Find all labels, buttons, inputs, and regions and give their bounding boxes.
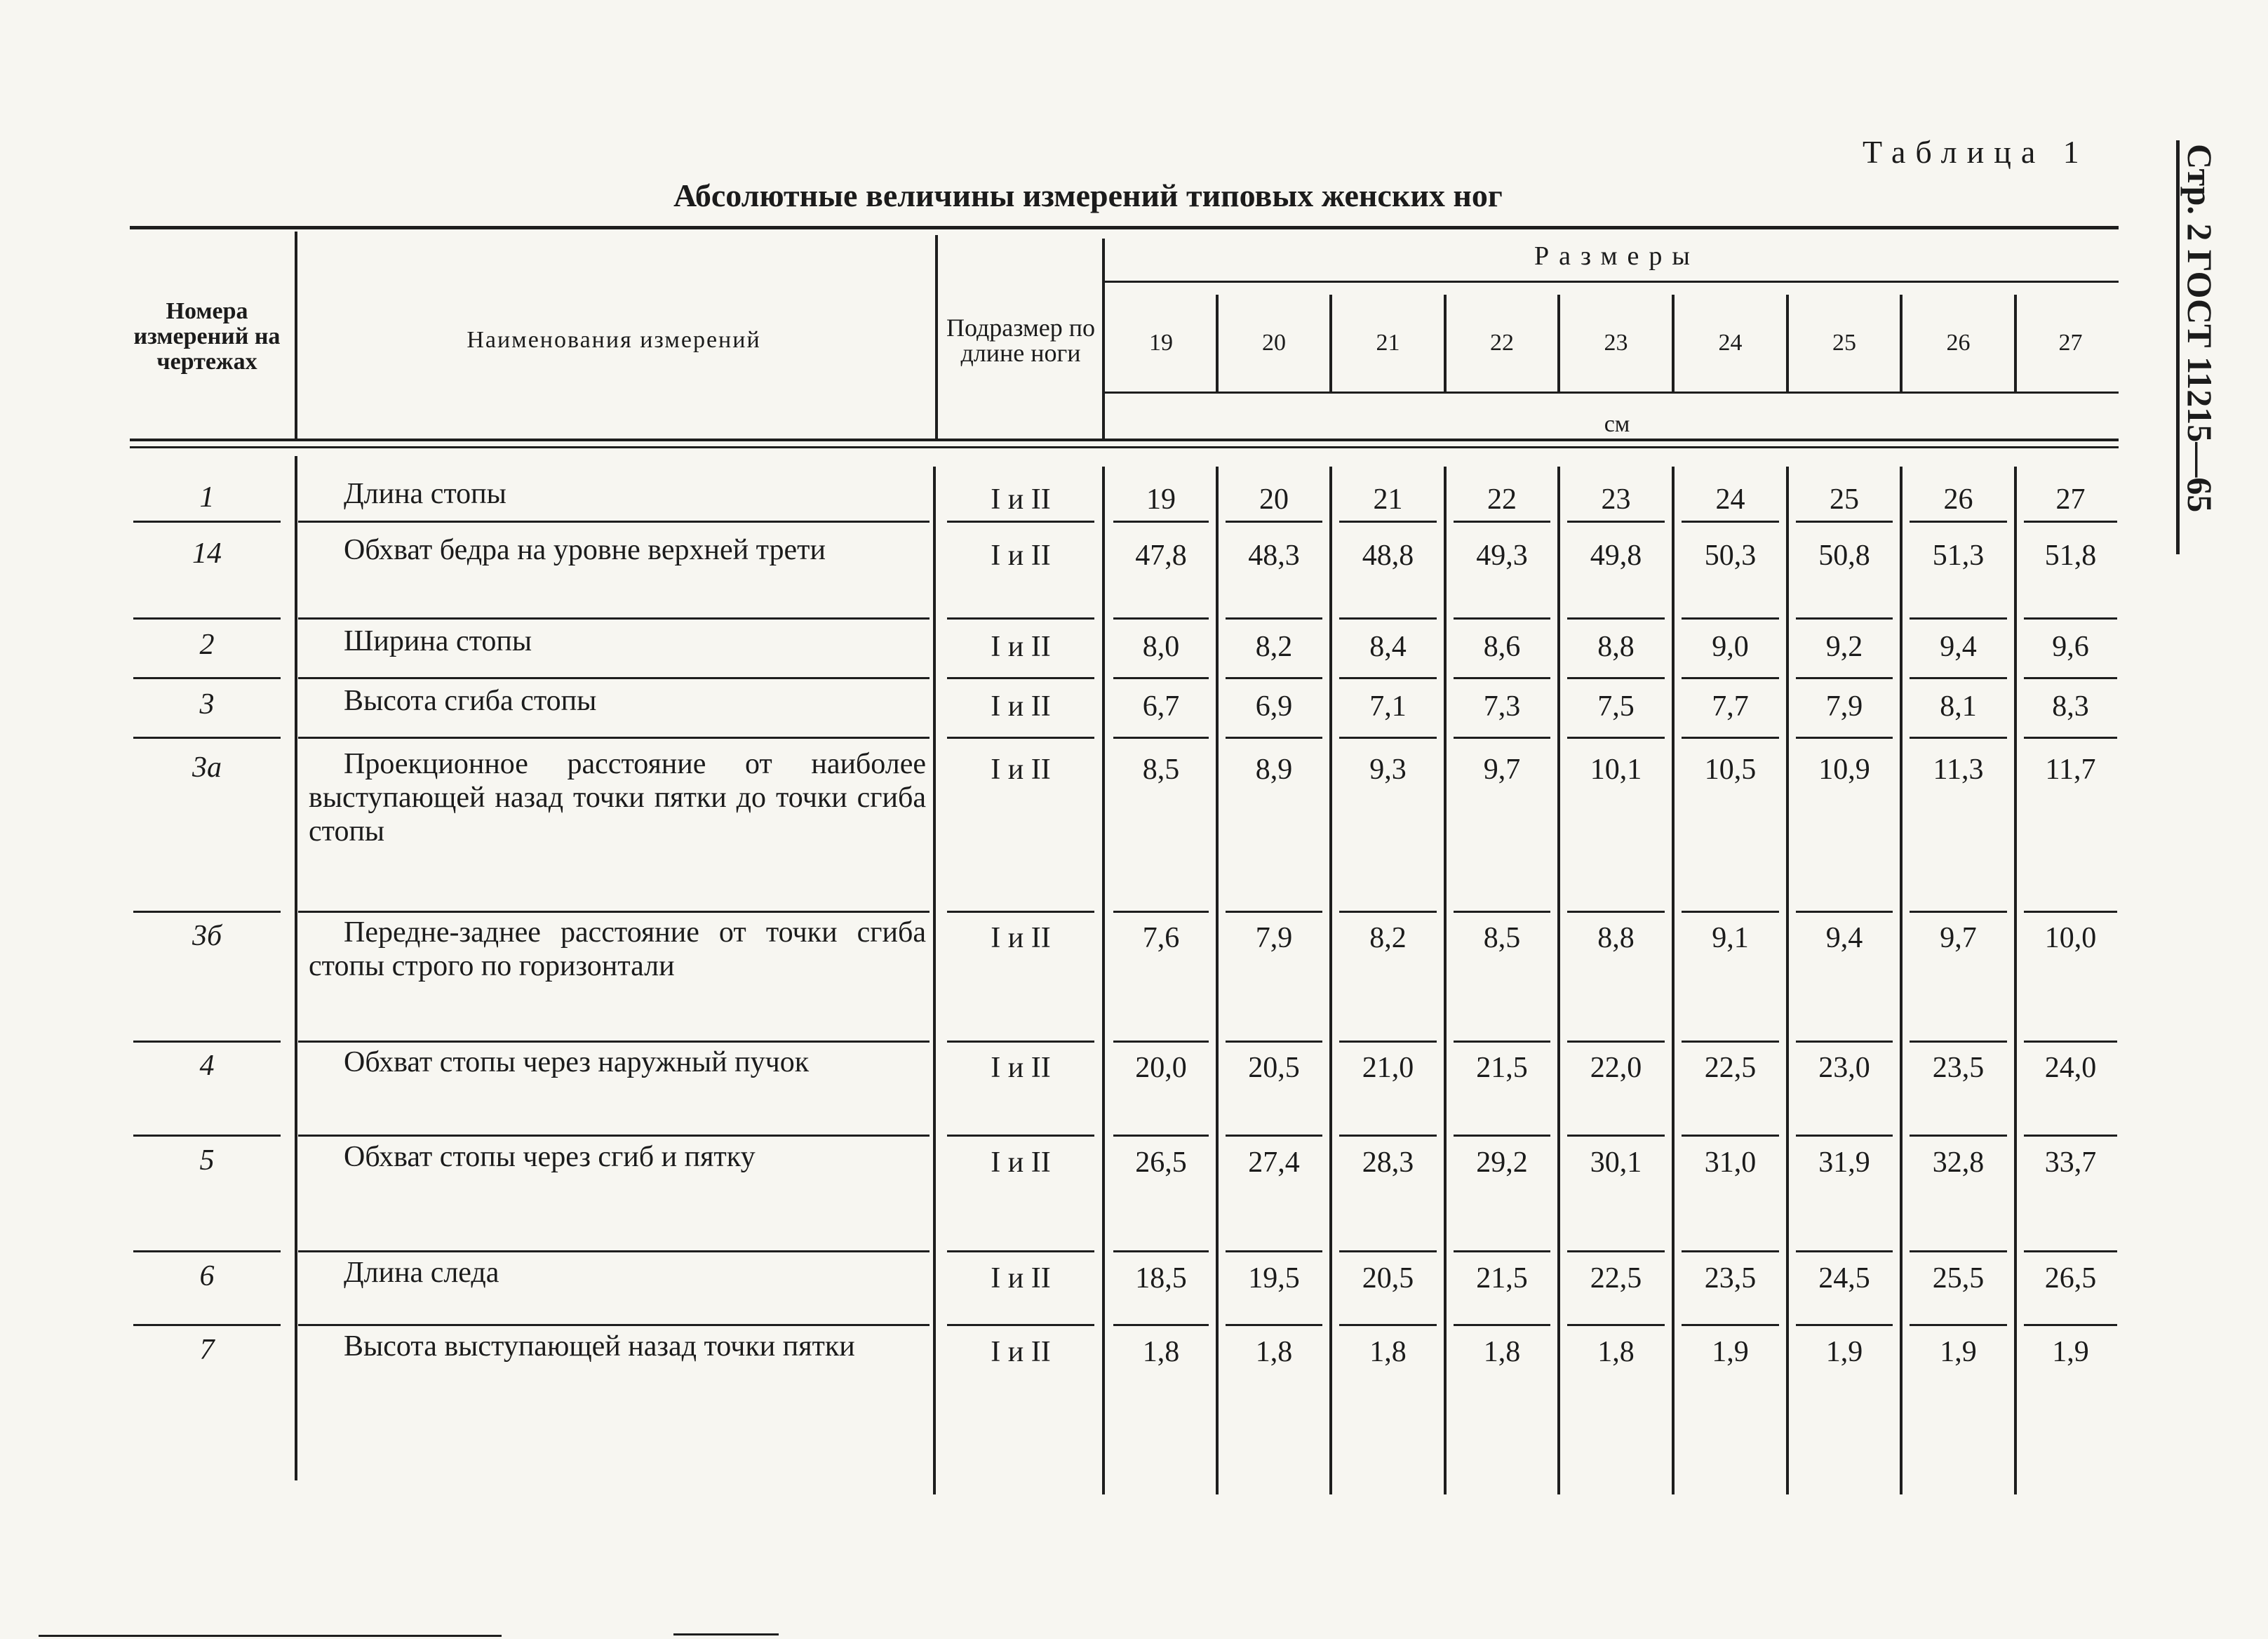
row-rule xyxy=(1226,1135,1322,1137)
size-label: 20 xyxy=(1262,330,1286,356)
row-number: 3 xyxy=(199,688,215,721)
row-value: 8,2 xyxy=(1255,631,1293,663)
row-rule xyxy=(947,1250,1094,1252)
row-rule xyxy=(298,521,930,523)
row-rule xyxy=(298,1135,930,1137)
row-value: 22,0 xyxy=(1590,1052,1642,1084)
row-value: 11,7 xyxy=(2045,754,2096,786)
row-rule xyxy=(133,617,281,620)
row-value: 27,4 xyxy=(1248,1146,1300,1179)
row-rule xyxy=(133,737,281,739)
row-value: 8,4 xyxy=(1369,631,1407,663)
row-rule xyxy=(1113,1250,1209,1252)
row-subsize: I и II xyxy=(991,1262,1051,1295)
row-rule xyxy=(947,677,1094,679)
row-value: 30,1 xyxy=(1590,1146,1642,1179)
header-bottom-rule-2 xyxy=(130,446,2119,448)
row-value: 31,0 xyxy=(1704,1146,1757,1179)
row-name: Высота выступающей назад точки пятки xyxy=(344,1330,855,1363)
row-rule xyxy=(2024,1324,2117,1326)
row-value: 1,8 xyxy=(1369,1336,1407,1368)
row-value: 7,5 xyxy=(1597,690,1635,723)
row-rule xyxy=(298,737,930,739)
row-value: 7,6 xyxy=(1142,922,1180,954)
row-rule xyxy=(1454,1041,1550,1043)
row-value: 18,5 xyxy=(1135,1262,1187,1295)
row-value: 21,0 xyxy=(1362,1052,1414,1084)
row-value: 9,4 xyxy=(1940,631,1977,663)
row-rule xyxy=(2024,677,2117,679)
row-name: Обхват стопы через сгиб и пятку xyxy=(344,1141,756,1173)
row-name: Обхват бедра на уровне верхней трети xyxy=(344,534,826,566)
row-rule xyxy=(1682,1324,1779,1326)
page-side-label: Стр. 2 ГОСТ 11215—65 xyxy=(2180,144,2220,513)
row-name: Обхват стопы через наружный пучок xyxy=(344,1046,810,1078)
row-rule xyxy=(947,521,1094,523)
size-label: 19 xyxy=(1149,330,1173,356)
row-subsize: I и II xyxy=(991,922,1051,954)
row-value: 19 xyxy=(1146,483,1176,516)
row-value: 47,8 xyxy=(1135,540,1187,572)
row-rule xyxy=(1682,1041,1779,1043)
row-number: 3б xyxy=(192,920,222,952)
header-unit: см xyxy=(1604,411,1630,437)
size-label: 22 xyxy=(1490,330,1514,356)
row-value: 21,5 xyxy=(1476,1052,1528,1084)
row-rule xyxy=(1796,1041,1893,1043)
row-rule xyxy=(1910,911,2007,913)
row-rule xyxy=(1567,617,1665,620)
row-value: 25 xyxy=(1830,483,1859,516)
row-rule xyxy=(2024,737,2117,739)
row-rule xyxy=(1113,1135,1209,1137)
row-value: 29,2 xyxy=(1476,1146,1528,1179)
header-top-rule xyxy=(130,226,2119,229)
row-rule xyxy=(1339,677,1437,679)
row-subsize: I и II xyxy=(991,483,1051,516)
row-value: 8,8 xyxy=(1597,922,1635,954)
header-bottom-rule xyxy=(130,439,2119,441)
row-rule xyxy=(133,1041,281,1043)
row-rule xyxy=(1339,1041,1437,1043)
row-rule xyxy=(2024,617,2117,620)
row-subsize: I и II xyxy=(991,1052,1051,1084)
header-subsize: Подразмер по длине ноги xyxy=(946,314,1095,367)
row-rule xyxy=(1682,677,1779,679)
row-rule xyxy=(1339,911,1437,913)
row-rule xyxy=(1113,521,1209,523)
row-value: 8,6 xyxy=(1483,631,1521,663)
row-value: 7,9 xyxy=(1825,690,1863,723)
row-rule xyxy=(1796,617,1893,620)
row-value: 7,3 xyxy=(1483,690,1521,723)
row-value: 6,9 xyxy=(1255,690,1293,723)
row-value: 22,5 xyxy=(1704,1052,1757,1084)
row-value: 20 xyxy=(1259,483,1289,516)
row-rule xyxy=(1226,911,1322,913)
row-rule xyxy=(1339,1324,1437,1326)
row-rule xyxy=(1454,521,1550,523)
row-name: Длина следа xyxy=(344,1257,499,1289)
row-rule xyxy=(1567,1135,1665,1137)
row-rule xyxy=(1339,737,1437,739)
row-value: 10,1 xyxy=(1590,754,1642,786)
row-rule xyxy=(1113,737,1209,739)
row-rule xyxy=(947,1324,1094,1326)
row-value: 8,0 xyxy=(1142,631,1180,663)
row-rule xyxy=(1796,911,1893,913)
row-subsize: I и II xyxy=(991,1146,1051,1179)
row-value: 51,8 xyxy=(2044,540,2097,572)
row-name: Передне-заднее расстояние от точки сгиба стопы строго по горизонтали xyxy=(309,916,926,982)
row-value: 10,5 xyxy=(1704,754,1757,786)
row-value: 49,8 xyxy=(1590,540,1642,572)
row-rule xyxy=(298,1250,930,1252)
footer-rule xyxy=(39,1635,502,1637)
row-rule xyxy=(1339,1135,1437,1137)
row-value: 23,0 xyxy=(1818,1052,1870,1084)
row-rule xyxy=(1226,1041,1322,1043)
row-name: Ширина стопы xyxy=(344,625,532,657)
row-value: 20,0 xyxy=(1135,1052,1187,1084)
row-rule xyxy=(1226,617,1322,620)
row-value: 9,4 xyxy=(1825,922,1863,954)
body-vrule-sub xyxy=(933,467,936,1494)
header-number: Номера измерений на чертежах xyxy=(133,298,281,375)
row-rule xyxy=(1682,1250,1779,1252)
row-rule xyxy=(1910,617,2007,620)
size-label: 26 xyxy=(1946,330,1971,356)
row-rule xyxy=(2024,911,2117,913)
row-value: 51,3 xyxy=(1932,540,1985,572)
row-value: 10,9 xyxy=(1818,754,1870,786)
size-label: 21 xyxy=(1376,330,1400,356)
row-value: 8,8 xyxy=(1597,631,1635,663)
row-rule xyxy=(1339,617,1437,620)
row-value: 49,3 xyxy=(1476,540,1528,572)
row-value: 20,5 xyxy=(1248,1052,1300,1084)
table-label: Таблица 1 xyxy=(1863,134,2089,170)
header-name: Наименования измерений xyxy=(467,327,761,353)
row-rule xyxy=(2024,1250,2117,1252)
row-rule xyxy=(1796,737,1893,739)
row-number: 1 xyxy=(199,481,215,514)
row-rule xyxy=(947,617,1094,620)
row-rule xyxy=(1226,737,1322,739)
row-rule xyxy=(1910,677,2007,679)
row-rule xyxy=(1796,1135,1893,1137)
row-rule xyxy=(1682,617,1779,620)
row-rule xyxy=(1910,1135,2007,1137)
row-value: 1,8 xyxy=(1597,1336,1635,1368)
row-rule xyxy=(1910,1250,2007,1252)
row-value: 1,9 xyxy=(1940,1336,1977,1368)
row-value: 48,8 xyxy=(1362,540,1414,572)
row-value: 26,5 xyxy=(1135,1146,1187,1179)
header-vrule-name xyxy=(295,232,297,439)
row-rule xyxy=(1910,1041,2007,1043)
row-rule xyxy=(1454,1324,1550,1326)
sizes-rule-2 xyxy=(1105,392,2119,394)
row-rule xyxy=(133,911,281,913)
row-value: 8,5 xyxy=(1483,922,1521,954)
row-rule xyxy=(1339,1250,1437,1252)
row-value: 1,8 xyxy=(1142,1336,1180,1368)
row-value: 22,5 xyxy=(1590,1262,1642,1295)
row-value: 9,0 xyxy=(1712,631,1749,663)
row-number: 4 xyxy=(199,1050,215,1082)
header-sizes: Размеры xyxy=(1534,241,1700,271)
row-value: 23,5 xyxy=(1932,1052,1985,1084)
row-rule xyxy=(947,737,1094,739)
row-value: 9,2 xyxy=(1825,631,1863,663)
row-rule xyxy=(1796,1324,1893,1326)
row-name: Высота сгиба стопы xyxy=(344,685,597,717)
row-value: 22 xyxy=(1487,483,1517,516)
row-rule xyxy=(1567,521,1665,523)
row-value: 1,9 xyxy=(2052,1336,2089,1368)
row-value: 9,1 xyxy=(1712,922,1749,954)
row-rule xyxy=(1454,911,1550,913)
row-value: 9,7 xyxy=(1483,754,1521,786)
row-rule xyxy=(133,1324,281,1326)
table-title: Абсолютные величины измерений типовых женских ног xyxy=(673,178,1503,213)
row-value: 23 xyxy=(1601,483,1631,516)
row-value: 24,5 xyxy=(1818,1262,1870,1295)
row-rule xyxy=(1226,1250,1322,1252)
row-value: 9,3 xyxy=(1369,754,1407,786)
row-rule xyxy=(1339,521,1437,523)
row-number: 5 xyxy=(199,1144,215,1177)
row-value: 8,5 xyxy=(1142,754,1180,786)
row-value: 20,5 xyxy=(1362,1262,1414,1295)
row-value: 24 xyxy=(1715,483,1745,516)
row-subsize: I и II xyxy=(991,754,1051,786)
row-rule xyxy=(1454,1250,1550,1252)
row-value: 1,9 xyxy=(1712,1336,1749,1368)
row-number: 6 xyxy=(199,1260,215,1292)
row-rule xyxy=(1682,1135,1779,1137)
row-value: 31,9 xyxy=(1818,1146,1870,1179)
row-rule xyxy=(1454,737,1550,739)
row-rule xyxy=(133,1250,281,1252)
row-name: Длина стопы xyxy=(344,478,506,510)
row-subsize: I и II xyxy=(991,540,1051,572)
row-value: 8,1 xyxy=(1940,690,1977,723)
size-label: 25 xyxy=(1832,330,1856,356)
row-value: 7,7 xyxy=(1712,690,1749,723)
row-value: 7,1 xyxy=(1369,690,1407,723)
row-value: 21 xyxy=(1373,483,1403,516)
row-rule xyxy=(1796,677,1893,679)
row-rule xyxy=(1226,1324,1322,1326)
row-subsize: I и II xyxy=(991,1336,1051,1368)
footer-rule-2 xyxy=(673,1633,779,1635)
row-rule xyxy=(947,1041,1094,1043)
row-value: 9,6 xyxy=(2052,631,2089,663)
row-value: 8,9 xyxy=(1255,754,1293,786)
row-rule xyxy=(1796,521,1893,523)
row-value: 28,3 xyxy=(1362,1146,1414,1179)
row-number: 3а xyxy=(192,751,222,784)
row-value: 26,5 xyxy=(2044,1262,2097,1295)
row-value: 19,5 xyxy=(1248,1262,1300,1295)
row-value: 32,8 xyxy=(1932,1146,1985,1179)
row-value: 11,3 xyxy=(1933,754,1984,786)
row-rule xyxy=(298,677,930,679)
row-subsize: I и II xyxy=(991,631,1051,663)
size-label: 24 xyxy=(1718,330,1743,356)
row-rule xyxy=(1113,677,1209,679)
row-rule xyxy=(1113,911,1209,913)
row-rule xyxy=(1567,1041,1665,1043)
row-rule xyxy=(1682,521,1779,523)
row-rule xyxy=(1454,1135,1550,1137)
row-name: Проекционное расстояние от наиболее выступающей назад точки пятки до точки сгиба стопы xyxy=(309,748,926,848)
row-value: 50,3 xyxy=(1704,540,1757,572)
row-rule xyxy=(133,521,281,523)
row-rule xyxy=(298,911,930,913)
row-value: 33,7 xyxy=(2044,1146,2097,1179)
row-rule xyxy=(1567,911,1665,913)
row-rule xyxy=(1796,1250,1893,1252)
row-value: 24,0 xyxy=(2044,1052,2097,1084)
row-rule xyxy=(1226,521,1322,523)
row-rule xyxy=(947,1135,1094,1137)
row-rule xyxy=(1910,1324,2007,1326)
row-value: 50,8 xyxy=(1818,540,1870,572)
header-vrule-sub xyxy=(935,235,938,439)
row-value: 21,5 xyxy=(1476,1262,1528,1295)
row-value: 1,9 xyxy=(1825,1336,1863,1368)
row-rule xyxy=(2024,521,2117,523)
row-rule xyxy=(1454,617,1550,620)
row-rule xyxy=(298,1041,930,1043)
row-value: 25,5 xyxy=(1932,1262,1985,1295)
row-rule xyxy=(1226,677,1322,679)
row-rule xyxy=(1113,1041,1209,1043)
row-rule xyxy=(298,1324,930,1326)
row-rule xyxy=(1682,911,1779,913)
row-rule xyxy=(1910,737,2007,739)
row-rule xyxy=(1567,1250,1665,1252)
row-value: 23,5 xyxy=(1704,1262,1757,1295)
row-number: 2 xyxy=(199,629,215,661)
row-rule xyxy=(1682,737,1779,739)
row-rule xyxy=(133,677,281,679)
row-rule xyxy=(2024,1135,2117,1137)
row-rule xyxy=(1567,1324,1665,1326)
row-value: 1,8 xyxy=(1483,1336,1521,1368)
size-label: 23 xyxy=(1604,330,1628,356)
row-value: 8,3 xyxy=(2052,690,2089,723)
row-rule xyxy=(133,1135,281,1137)
row-value: 1,8 xyxy=(1255,1336,1293,1368)
row-value: 7,9 xyxy=(1255,922,1293,954)
row-rule xyxy=(1567,737,1665,739)
row-rule xyxy=(1454,677,1550,679)
row-rule xyxy=(1113,1324,1209,1326)
row-value: 26 xyxy=(1943,483,1973,516)
row-rule xyxy=(2024,1041,2117,1043)
row-rule xyxy=(1113,617,1209,620)
row-rule xyxy=(947,911,1094,913)
row-rule xyxy=(298,617,930,620)
row-number: 7 xyxy=(199,1334,215,1366)
size-label: 27 xyxy=(2058,330,2083,356)
row-value: 8,2 xyxy=(1369,922,1407,954)
row-value: 6,7 xyxy=(1142,690,1180,723)
row-value: 27 xyxy=(2055,483,2086,516)
row-number: 14 xyxy=(192,537,222,570)
row-rule xyxy=(1910,521,2007,523)
sizes-rule xyxy=(1105,281,2119,283)
row-rule xyxy=(1567,677,1665,679)
row-subsize: I и II xyxy=(991,690,1051,723)
row-value: 9,7 xyxy=(1940,922,1977,954)
row-value: 48,3 xyxy=(1248,540,1300,572)
body-vrule-name xyxy=(295,456,297,1480)
row-value: 10,0 xyxy=(2044,922,2097,954)
